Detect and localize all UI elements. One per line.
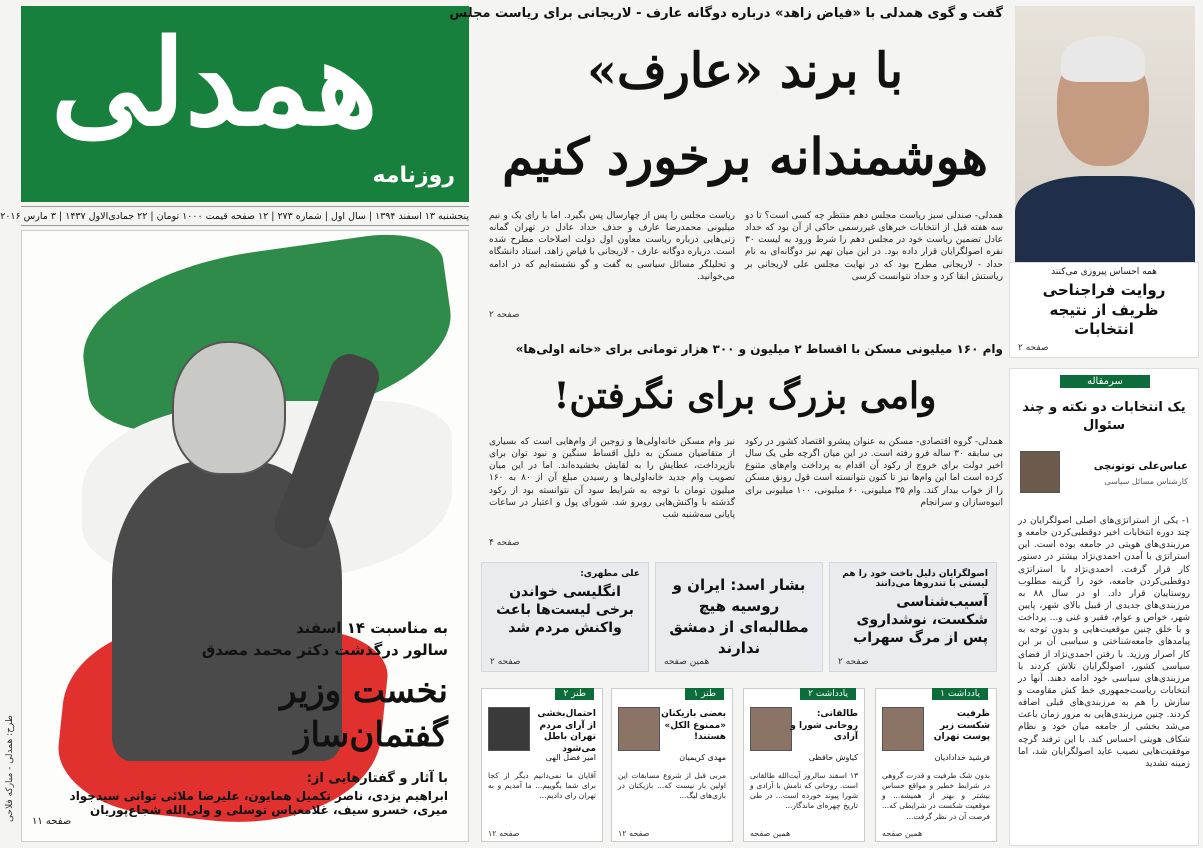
author-avatar (882, 707, 924, 751)
lead-kicker: گفت و گوی همدلی با «فیاض زاهد» درباره دوگانه عارف - لاریجانی برای ریاست مجلس (449, 6, 1003, 21)
news-box-3[interactable] (481, 562, 649, 672)
news-box-headline: انگلیسی خواندن برخی لیست‌ها باعث واکنش مردم شد (496, 584, 634, 637)
news-box-1[interactable] (829, 562, 997, 672)
bottom-box-page-ref[interactable]: صفحه ۱۲ (488, 829, 520, 838)
opinion-column[interactable] (1009, 368, 1199, 846)
figure-head (172, 341, 286, 475)
news-box-2[interactable] (655, 562, 823, 672)
bottom-box-author: مهدی کریمیان (679, 753, 726, 762)
news-box-page-ref[interactable]: صفحه ۲ (490, 657, 521, 667)
lead-page-ref[interactable]: صفحه ۲ (489, 310, 520, 320)
news-box-headline: بشار اسد: ایران و روسیه هیچ مطالبه‌ای از دمشق ندارند (669, 576, 809, 657)
loan-kicker: وام ۱۶۰ میلیونی مسکن با اقساط ۲ میلیون و ۳۰۰ هزار تومانی برای «خانه اولی‌ها» (515, 342, 1003, 356)
illus-page-ref[interactable]: صفحه ۱۱ (32, 816, 72, 827)
opinion-headline: یک انتخابات دو نکته و چند سئوال (1022, 400, 1186, 434)
news-box-page-ref[interactable]: صفحه ۲ (838, 657, 869, 667)
masthead-subtitle: روزنامه (372, 163, 455, 188)
bottom-box-headline: ظرفیت شکست زیر پوست تهران (933, 709, 990, 743)
side-story-page-ref[interactable]: صفحه ۲ (1018, 343, 1049, 353)
cartoon-avatar (488, 707, 530, 751)
illus-line2: سالور درگذشت دکتر محمد مصدق (201, 641, 448, 659)
loan-column-2: نیز وام مسکن خانه‌اولی‌ها و زوجین از وام‌هایی است که بسیاری از متقاضیان مسکن به دلیل اقساط سنگین و نبود توان برای بازپرداخت، عطایش را به لقایش بخشیده‌اند. اما در این میان تصویب وام جدید خانه‌اولی‌ها و رسیدن مبلغ آن از ۸۰ به ۱۶۰ میلیون تومان با توجه به شرایط سود آن نتوانسته بود از رکود گذشته با واکنش‌هایی روبرو شد. شورای پول و اعتبار در ساعات پایانی سه‌شنبه شب (489, 437, 735, 520)
bottom-box-body: مربی قبل از شروع مسابقات این اولین بار نیست که... بازیکنان در بازی‌های لیگ... (618, 771, 726, 801)
illus-line1: به مناسبت ۱۴ اسفند (296, 619, 448, 637)
dateline: پنجشنبه ۱۳ اسفند ۱۳۹۴ | سال اول | شماره ۲۷۳ | ۱۲ صفحه قیمت ۱۰۰۰ تومان | ۲۲ جمادی‌الاول ۱۴۳۷ | ۳ مارس ۲۰۱۶ (21, 206, 469, 226)
illus-title-1: نخست وزیر (279, 671, 448, 711)
lead-headline-2[interactable]: هوشمندانه برخورد کنیم (502, 127, 988, 186)
side-story-headline: روایت فراجناحی ظریف از نتیجه انتخابات (1042, 281, 1166, 338)
opinion-tag: سرمقاله (1060, 375, 1150, 388)
bottom-box-tag: طنز ۱ (685, 688, 724, 700)
bottom-box-body: آقایان ما نمی‌دانیم دیگر از کجا برای شما بگوییم... ما آمدیم و به تهران رای دادیم... (488, 771, 596, 801)
bottom-box-author: امیر فضل الهی (545, 753, 596, 762)
bottom-box-page-ref[interactable]: صفحه ۱۲ (618, 829, 650, 838)
bottom-box-tag: یادداشت ۱ (932, 688, 988, 700)
bottom-box-page-ref[interactable]: همین صفحه (750, 829, 791, 838)
loan-page-ref[interactable]: صفحه ۴ (489, 538, 520, 548)
author-avatar (618, 707, 660, 751)
bottom-box-2[interactable] (743, 688, 865, 842)
zarif-photo (1015, 6, 1195, 261)
bottom-box-4[interactable] (481, 688, 603, 842)
opinion-author: عباس‌علی توتونچی (1093, 461, 1188, 472)
cover-illustration (21, 230, 469, 842)
bottom-box-1[interactable] (875, 688, 997, 842)
bottom-box-headline: احتمال‌بخشی از آرای مردم تهران باطل می‌شود (537, 709, 596, 755)
bottom-box-body: بدون شک طرفیت و قدرت گروهی در شرایط خطیر و مواقع حساس بیشتر و بهتر از همیشه... و موقعیت شکست در شرایطی که... فرصت آن در نظر گرفت... (882, 771, 990, 821)
bottom-box-author: کیاوش حافظی (808, 753, 858, 762)
photo-suit (1015, 176, 1195, 266)
author-avatar (750, 707, 792, 751)
opinion-body: ۱- یکی از استراتژی‌های اصلی اصولگرایان در چند دوره انتخابات اخیر دوقطبی‌کردن جامعه و مرزبندی‌های هویتی در جامعه بوده است. این استراتژی با آمدن احمدی‌نژاد بیشتر در دستور کار قرار گرفت. احمدی‌نژاد با استراتژی دوقطبی‌کردن جامعه، خود را گزینه مطلوب روستاییان قرار داد. او در سال ۸۸ به مرزبندی‌های جدیدی از قبیل بالای شهر، پایین شهر، خواص و عوام، فقیر و غنی و... پرداخت و با خلق چنین موقعیت‌هایی و بدون توجه به پیامدهای جامعه‌شناختی و سیاسی آن بر این کار اصرار ورزید. با رفتن احمدی‌نژاد از فضای سیاسی کشور، اصولگرایان تلاش کردند با مرزبندی‌های سیاسی خود ادامه دهند. آنها در انتخابات ریاست‌جمهوری خط کش مقاومت و سازش را هم به مرزبندی‌های قبلی اضافه کردند. چنین مرزبندی‌هایی به مرور زمان باعث می‌شد بخشی از جامعه میان خود و نظام شکاف هویتی احساس کند. با این ترفند گرچه موفقیت‌هایی نصیب عاید اصولگرایان شد، اما زمینه تشدید (1018, 516, 1190, 769)
bottom-box-tag: طنز ۲ (555, 688, 594, 700)
illus-contributors: ابراهیم یزدی، ناصر تکمیل همایون، علیرضا ملائی توانی سیدجواد میری، خسرو سیف، غلامعباس توسلی و ولی‌الله شجاع‌پوریان (69, 789, 448, 817)
bottom-box-page-ref[interactable]: همین صفحه (882, 829, 923, 838)
illus-title-2: گفتمان‌ساز (294, 715, 448, 755)
side-story-kicker: همه احساس پیروزی می‌کنند (1051, 267, 1157, 277)
bottom-box-author: فرشید خدادادیان (934, 753, 990, 762)
masthead (21, 6, 469, 202)
bottom-box-tag: یادداشت ۲ (800, 688, 856, 700)
news-box-headline: آسیب‌شناسی شکست، نوشداروی پس از مرگ سهراب (853, 594, 988, 647)
lead-column-2: ریاست مجلس را پس از چهارسال پس بگیرد. اما با رای یک و نیم میلیونی محمدرضا عارف و حذف حداد عادل در تهران گمانه زنی‌هایی درباره ریاست معاون اول دولت اصلاحات مطرح شده است. درباره دوگانه عارف - لاریجانی با فیاض زاهد، استاد دانشگاه و تحلیلگر مسائل سیاسی به گفت و گو نشسته‌ایم که در ادامه می‌خوانید. (489, 211, 735, 282)
illus-contributors-label: با آثار و گفتارهایی از: (306, 771, 448, 786)
bottom-box-3[interactable] (611, 688, 733, 842)
loan-headline[interactable]: وامی بزرگ برای نگرفتن! (553, 375, 937, 417)
illustration-credit: طرح: همدلی - مبارکه فلاحی (5, 715, 15, 823)
opinion-author-role: کارشناس مسائل سیاسی (1104, 477, 1188, 486)
bottom-box-headline: طالقانی: روحانی شورا و آزادی (790, 709, 858, 743)
photo-hair (1061, 36, 1145, 82)
loan-column-1: همدلی- گروه اقتصادی- مسکن به عنوان پیشرو اقتصاد کشور در رکود بی سابقه ۳۰ ساله فرو رفته است. در این میان اگرچه طی یک سال اخیر دولت برای خروج از رکود آن اقدام به پرداخت وام‌های متنوع کرده است اما این وام‌ها نیز تا کنون نتوانسته است قول رونق مسکن را از خواب بیدار کند. وام ۳۵ میلیونی، ۶۰ میلیونی، ۱۰۰ میلیونی برای انبوه‌سازان و سرانجام (745, 437, 1004, 508)
author-avatar (1020, 451, 1060, 493)
news-box-page-ref[interactable]: همین صفحه (664, 657, 710, 667)
news-box-kicker: علی مطهری: (580, 569, 640, 579)
bottom-box-body: ۱۳ اسفند سالروز آیت‌الله طالقانی است. روحانی که نامش با آزادی و شورا پیوند خورده است... در طی تاریخ چهره‌ای ماندگار... (750, 771, 858, 811)
side-story[interactable] (1009, 262, 1199, 358)
newspaper-logo: همدلی (51, 13, 378, 152)
news-box-kicker: اصولگرایان دلیل باخت خود را هم لیستی با تندروها می‌دانند (842, 569, 988, 589)
bottom-box-headline: بعضی بازیکنان «ممنوع الکل» هستند! (661, 709, 726, 743)
lead-headline-1[interactable]: با برند «عارف» (586, 43, 903, 99)
lead-column-1: همدلی- صندلی سبز ریاست مجلس دهم منتظر چه کسی است؟ تا دو سه هفته قبل از انتخابات خبرهای غیررسمی حاکی از آن بود که حداد عادل تضمین ریاست خود در مجلس دهم را شرط ورود به لیست ۳۰ نفره اصولگرایان قرار داده بود. در این میان تهم نیز دوگانه‌ای به نام حداد - لاریجانی مطرح بود که در نهایت مجلس علی لاریجانی بر ریاستش ابقا کرد و حداد نتوانست کرسی (745, 211, 1003, 282)
